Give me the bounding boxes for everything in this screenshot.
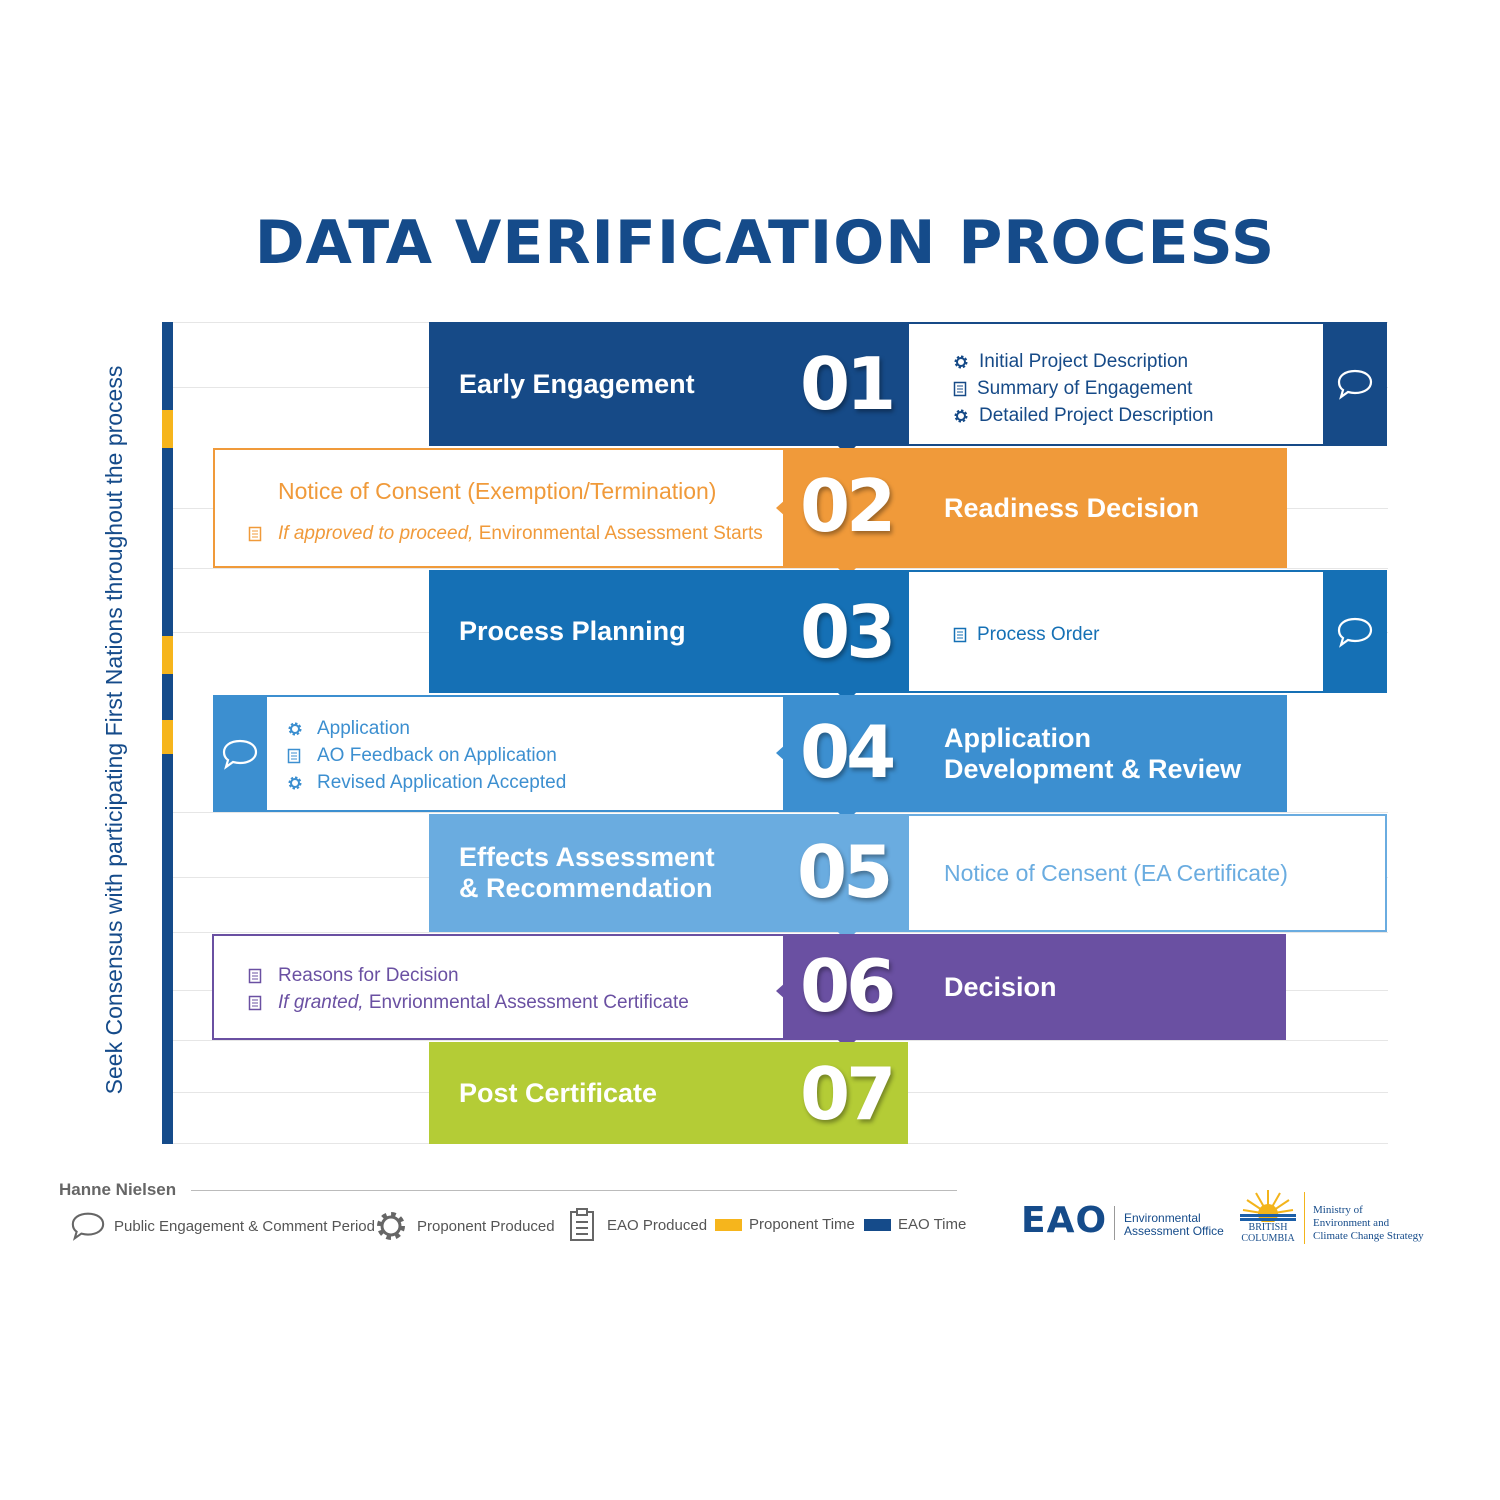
eao-time-swatch xyxy=(864,1219,891,1231)
author-name: Hanne Nielsen xyxy=(59,1180,177,1199)
output-item: Revised Application Accepted xyxy=(287,769,566,796)
proponent-time-swatch xyxy=(715,1219,742,1231)
rail-segment-eao xyxy=(162,674,173,720)
output-item: Detailed Project Description xyxy=(953,402,1213,429)
document-icon xyxy=(953,627,967,643)
output-item: Reasons for Decision xyxy=(248,962,689,989)
rail-segment-eao xyxy=(162,754,173,1144)
step-01-comment-tab xyxy=(1323,322,1387,446)
step-05-name-line2: & Recommendation xyxy=(459,873,713,903)
clipboard-icon xyxy=(569,1208,595,1242)
step-04-comment-tab xyxy=(213,695,267,812)
gear-icon xyxy=(287,775,303,791)
page-title: DATA VERIFICATION PROCESS xyxy=(254,208,1276,278)
step-06-name: Decision xyxy=(944,971,1057,1002)
speech-bubble-icon xyxy=(221,738,259,770)
output-item: AO Feedback on Application xyxy=(287,742,566,769)
document-icon xyxy=(248,995,262,1011)
legend-item: Proponent Produced xyxy=(375,1210,555,1242)
step-06-number: 06 xyxy=(800,944,893,1028)
step-05-number: 05 xyxy=(797,830,890,914)
rail-segment-proponent xyxy=(162,720,173,754)
step-03-output-box xyxy=(907,570,1325,693)
rail-segment-eao xyxy=(162,448,173,636)
row-guide xyxy=(173,1040,1388,1041)
logo-divider xyxy=(1114,1206,1115,1240)
step-02-name: Readiness Decision xyxy=(944,492,1200,523)
step-04-name-line1: Application xyxy=(944,722,1091,753)
legend-item: EAO Time xyxy=(864,1216,966,1233)
gear-icon xyxy=(953,408,969,424)
legend-divider xyxy=(191,1190,957,1191)
row-guide xyxy=(173,932,1388,933)
output-item: If approved to proceed, Environmental Assessment Starts xyxy=(248,520,763,547)
bc-logo-text: BRITISH COLUMBIA xyxy=(1241,1222,1295,1244)
step-04-number: 04 xyxy=(800,710,893,794)
eao-logo-text: Environmental Assessment Office xyxy=(1124,1211,1224,1238)
output-item: Summary of Engagement xyxy=(953,375,1213,402)
document-icon xyxy=(248,968,262,984)
rail-segment-proponent xyxy=(162,636,173,674)
step-03-name: Process Planning xyxy=(459,616,686,646)
row-guide xyxy=(173,568,1388,569)
step-05-output-box xyxy=(907,814,1387,932)
output-item: Application xyxy=(287,715,566,742)
legend-item: Proponent Time xyxy=(715,1216,855,1233)
step-01-name: Early Engagement xyxy=(459,368,695,399)
speech-bubble-icon xyxy=(1336,368,1374,400)
step-01-number: 01 xyxy=(800,342,893,426)
logo-divider xyxy=(1304,1192,1305,1244)
speech-bubble-icon xyxy=(70,1210,106,1242)
legend-item: EAO Produced xyxy=(569,1208,707,1242)
gear-icon xyxy=(287,721,303,737)
step-07-name: Post Certificate xyxy=(459,1077,658,1108)
step-02-notice: Notice of Consent (Exemption/Termination) xyxy=(278,478,717,504)
step-04-name-line2: Development & Review xyxy=(944,753,1242,784)
step-02-output-box xyxy=(213,448,785,568)
gear-icon xyxy=(375,1210,407,1242)
step-06-output-box xyxy=(212,934,785,1040)
step-04-output-box xyxy=(265,695,785,812)
row-guide xyxy=(173,812,1388,813)
gear-icon xyxy=(953,354,969,370)
step-02-number: 02 xyxy=(800,464,893,548)
step-05-name-line1: Effects Assessment xyxy=(459,842,715,872)
step-03-comment-tab xyxy=(1323,570,1387,693)
legend-item: Public Engagement & Comment Period xyxy=(70,1210,375,1242)
output-item: Initial Project Description xyxy=(953,348,1213,375)
step-01-output-box xyxy=(907,322,1325,446)
output-item: If granted, Envrionmental Assessment Certificate xyxy=(248,989,689,1016)
ministry-logo-text: Ministry of Environment and Climate Change Strategy xyxy=(1313,1204,1424,1242)
eao-logo: EAO xyxy=(1021,1200,1108,1241)
step-07-number: 07 xyxy=(800,1052,893,1136)
document-icon xyxy=(953,381,967,397)
output-item: Process Order xyxy=(953,621,1099,648)
step-05-notice: Notice of Censent (EA Certificate) xyxy=(944,860,1288,886)
rail-segment-eao xyxy=(162,322,173,410)
speech-bubble-icon xyxy=(1336,616,1374,648)
rail-segment-proponent xyxy=(162,410,173,448)
step-03-number: 03 xyxy=(800,590,893,674)
document-icon xyxy=(248,526,262,542)
document-icon xyxy=(287,748,301,764)
side-label: Seek Consensus with participating First Nations throughout the process xyxy=(101,365,127,1095)
